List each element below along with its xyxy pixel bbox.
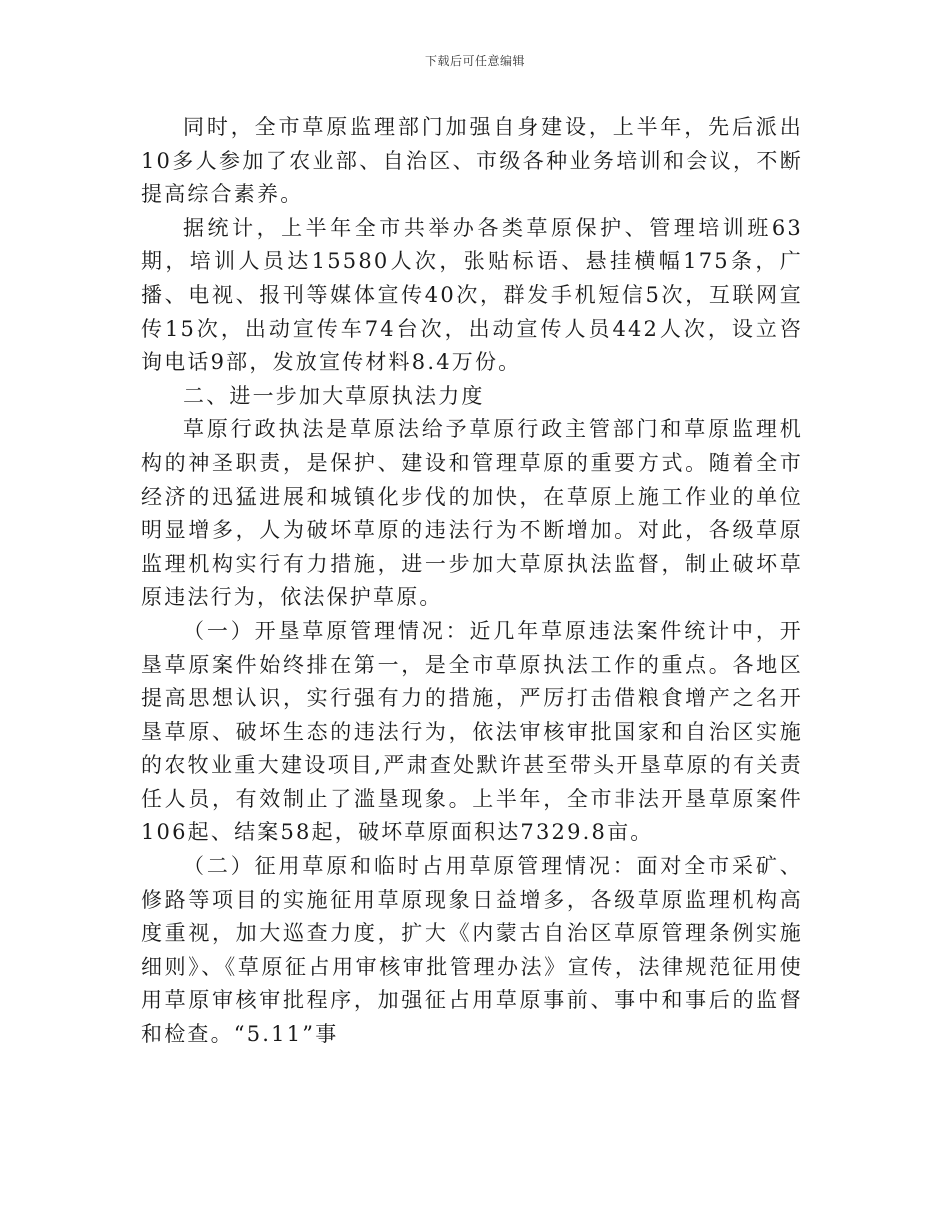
document-body — [141, 111, 803, 1052]
paragraph-enforcement-intro: 草原行政执法是草原法给予草原行政主管部门和草原监理机构的神圣职责，是保护、建设和管理草原的重要方式。随着全市经济的迅猛进展和城镇化步伐的加快，在草原上施工作业的单位明显增多，人为破坏草原的违法行为不断增加。对此，各级草原监理机构实行有力措施，进一步加大草原执法监督，制止破坏草原违法行为，依法保护草原。 — [141, 417, 803, 610]
paragraph-self-building: 同时，全市草原监理部门加强自身建设，上半年，先后派出10多人参加了农业部、自治区、市级各种业务培训和会议，不断提高综合素养。 — [141, 115, 803, 207]
paragraph-statistics: 据统计，上半年全市共举办各类草原保护、管理培训班63期，培训人员达15580人次，张贴标语、悬挂横幅175条，广播、电视、报刊等媒体宣传40次，群发手机短信5次，互联网宣传15次，出动宣传车74台次，出动宣传人员442人次，设立咨询电话9部，发放宣传材料8.4万份。 — [141, 215, 803, 375]
paragraph-reclamation: （一）开垦草原管理情况：近几年草原违法案件统计中，开垦草原案件始终排在第一，是全市草原执法工作的重点。各地区提高思想认识，实行强有力的措施，严厉打击借粮食增产之名开垦草原、破坏生态的违法行为，依法审核审批国家和自治区实施的农牧业重大建设项目,严肃查处默许甚至带头开垦草原的有关责任人员，有效制止了滥垦现象。上半年，全市非法开垦草原案件106起、结案58起，破坏草原面积达7329.8亩。 — [141, 618, 803, 845]
section-heading-enforcement: 二、进一步加大草原执法力度 — [183, 383, 485, 408]
header-note: 下载后可任意编辑 — [424, 54, 525, 68]
paragraph-land-occupation: （二）征用草原和临时占用草原管理情况：面对全市采矿、修路等项目的实施征用草原现象日益增多，各级草原监理机构高度重视，加大巡查力度，扩大《内蒙古自治区草原管理条例实施细则》、《草原征占用审核审批管理办法》宣传，法律规范征用使用草原审核审批程序，加强征占用草原事前、事中和事后的监督和检查。“5.11”事 — [141, 854, 803, 1047]
